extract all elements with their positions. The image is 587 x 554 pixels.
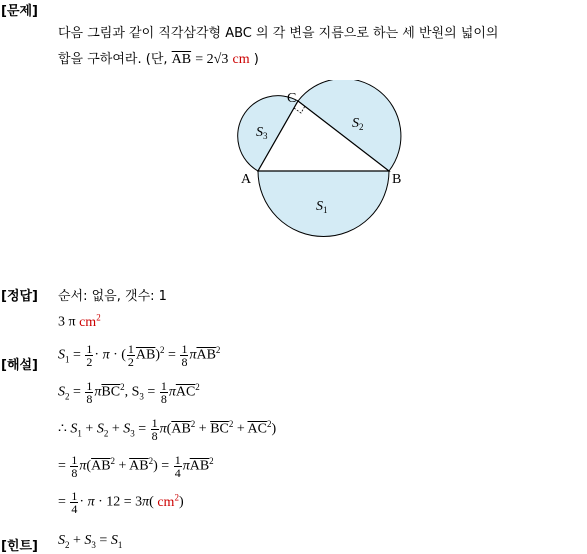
solution-line1: $S_1$ = $\frac{1}{2}$ · π · ( $\frac{1}{2}$ $\overline{AB})^2$ = $\frac{1}{8}$ $\pi\overline{AB}^2$ [58, 342, 221, 369]
problem-line2-eq: = 2√3 [195, 52, 229, 67]
solution-line2: $S_2$ = $\frac{1}{8}$ $\pi\overline{BC}^2$, $S_3$ = $\frac{1}{8}$ $\pi\overline{AC}^2$ [58, 379, 200, 406]
problem-line2-close: ) [253, 52, 259, 67]
segment-ab: $\overline{AB}$ [171, 52, 192, 67]
problem-text-line1: 다음 그림과 같이 직각삼각형 ABC 의 각 변을 지름으로 하는 세 반원의 넓이의 [58, 26, 499, 41]
semicircle-figure [230, 80, 410, 245]
problem-line2-prefix: 합을 구하여라. (단, [58, 52, 168, 67]
label-b: B [392, 172, 402, 187]
answer-unit: $cm^2$ [79, 312, 101, 330]
hint-equation: $S_2 + S_3 = S_1$ [58, 533, 123, 550]
label-a: A [241, 172, 252, 187]
solution-tag: [해설] [1, 358, 38, 373]
problem-tag: [문제] [1, 4, 38, 19]
hint-tag: [힌트] [1, 539, 38, 554]
solution-line4: = $\frac{1}{8}$ $\pi(\overline{AB}^2 + \overline{AB}^2)$ = $\frac{1}{4}$ $\pi\overline{AB}^2$ [58, 453, 214, 480]
label-s2: $S_2$ [352, 116, 364, 132]
label-s3: $S_3$ [256, 125, 268, 141]
answer-line1: 순서: 없음, 갯수: 1 [58, 289, 167, 304]
answer-tag: [정답] [1, 289, 38, 304]
answer-value: 3 π [58, 314, 76, 330]
solution-line3: ∴ $S_1 + S_2 + S_3$ = $\frac{1}{8}$ $\pi(\overline{AB}^2 + \overline{BC}^2 + \overline{AC}^2)$ [58, 416, 277, 443]
answer-line2 [58, 312, 101, 331]
semicircle-s1 [258, 171, 389, 237]
label-c: C [287, 91, 297, 106]
label-s1: $S_1$ [316, 199, 328, 215]
solution-line5: = $\frac{1}{4}$ · π · 12 = 3π( $cm^2$) [58, 489, 184, 516]
problem-text-line2 [58, 48, 259, 68]
unit-cm: cm [232, 52, 250, 67]
